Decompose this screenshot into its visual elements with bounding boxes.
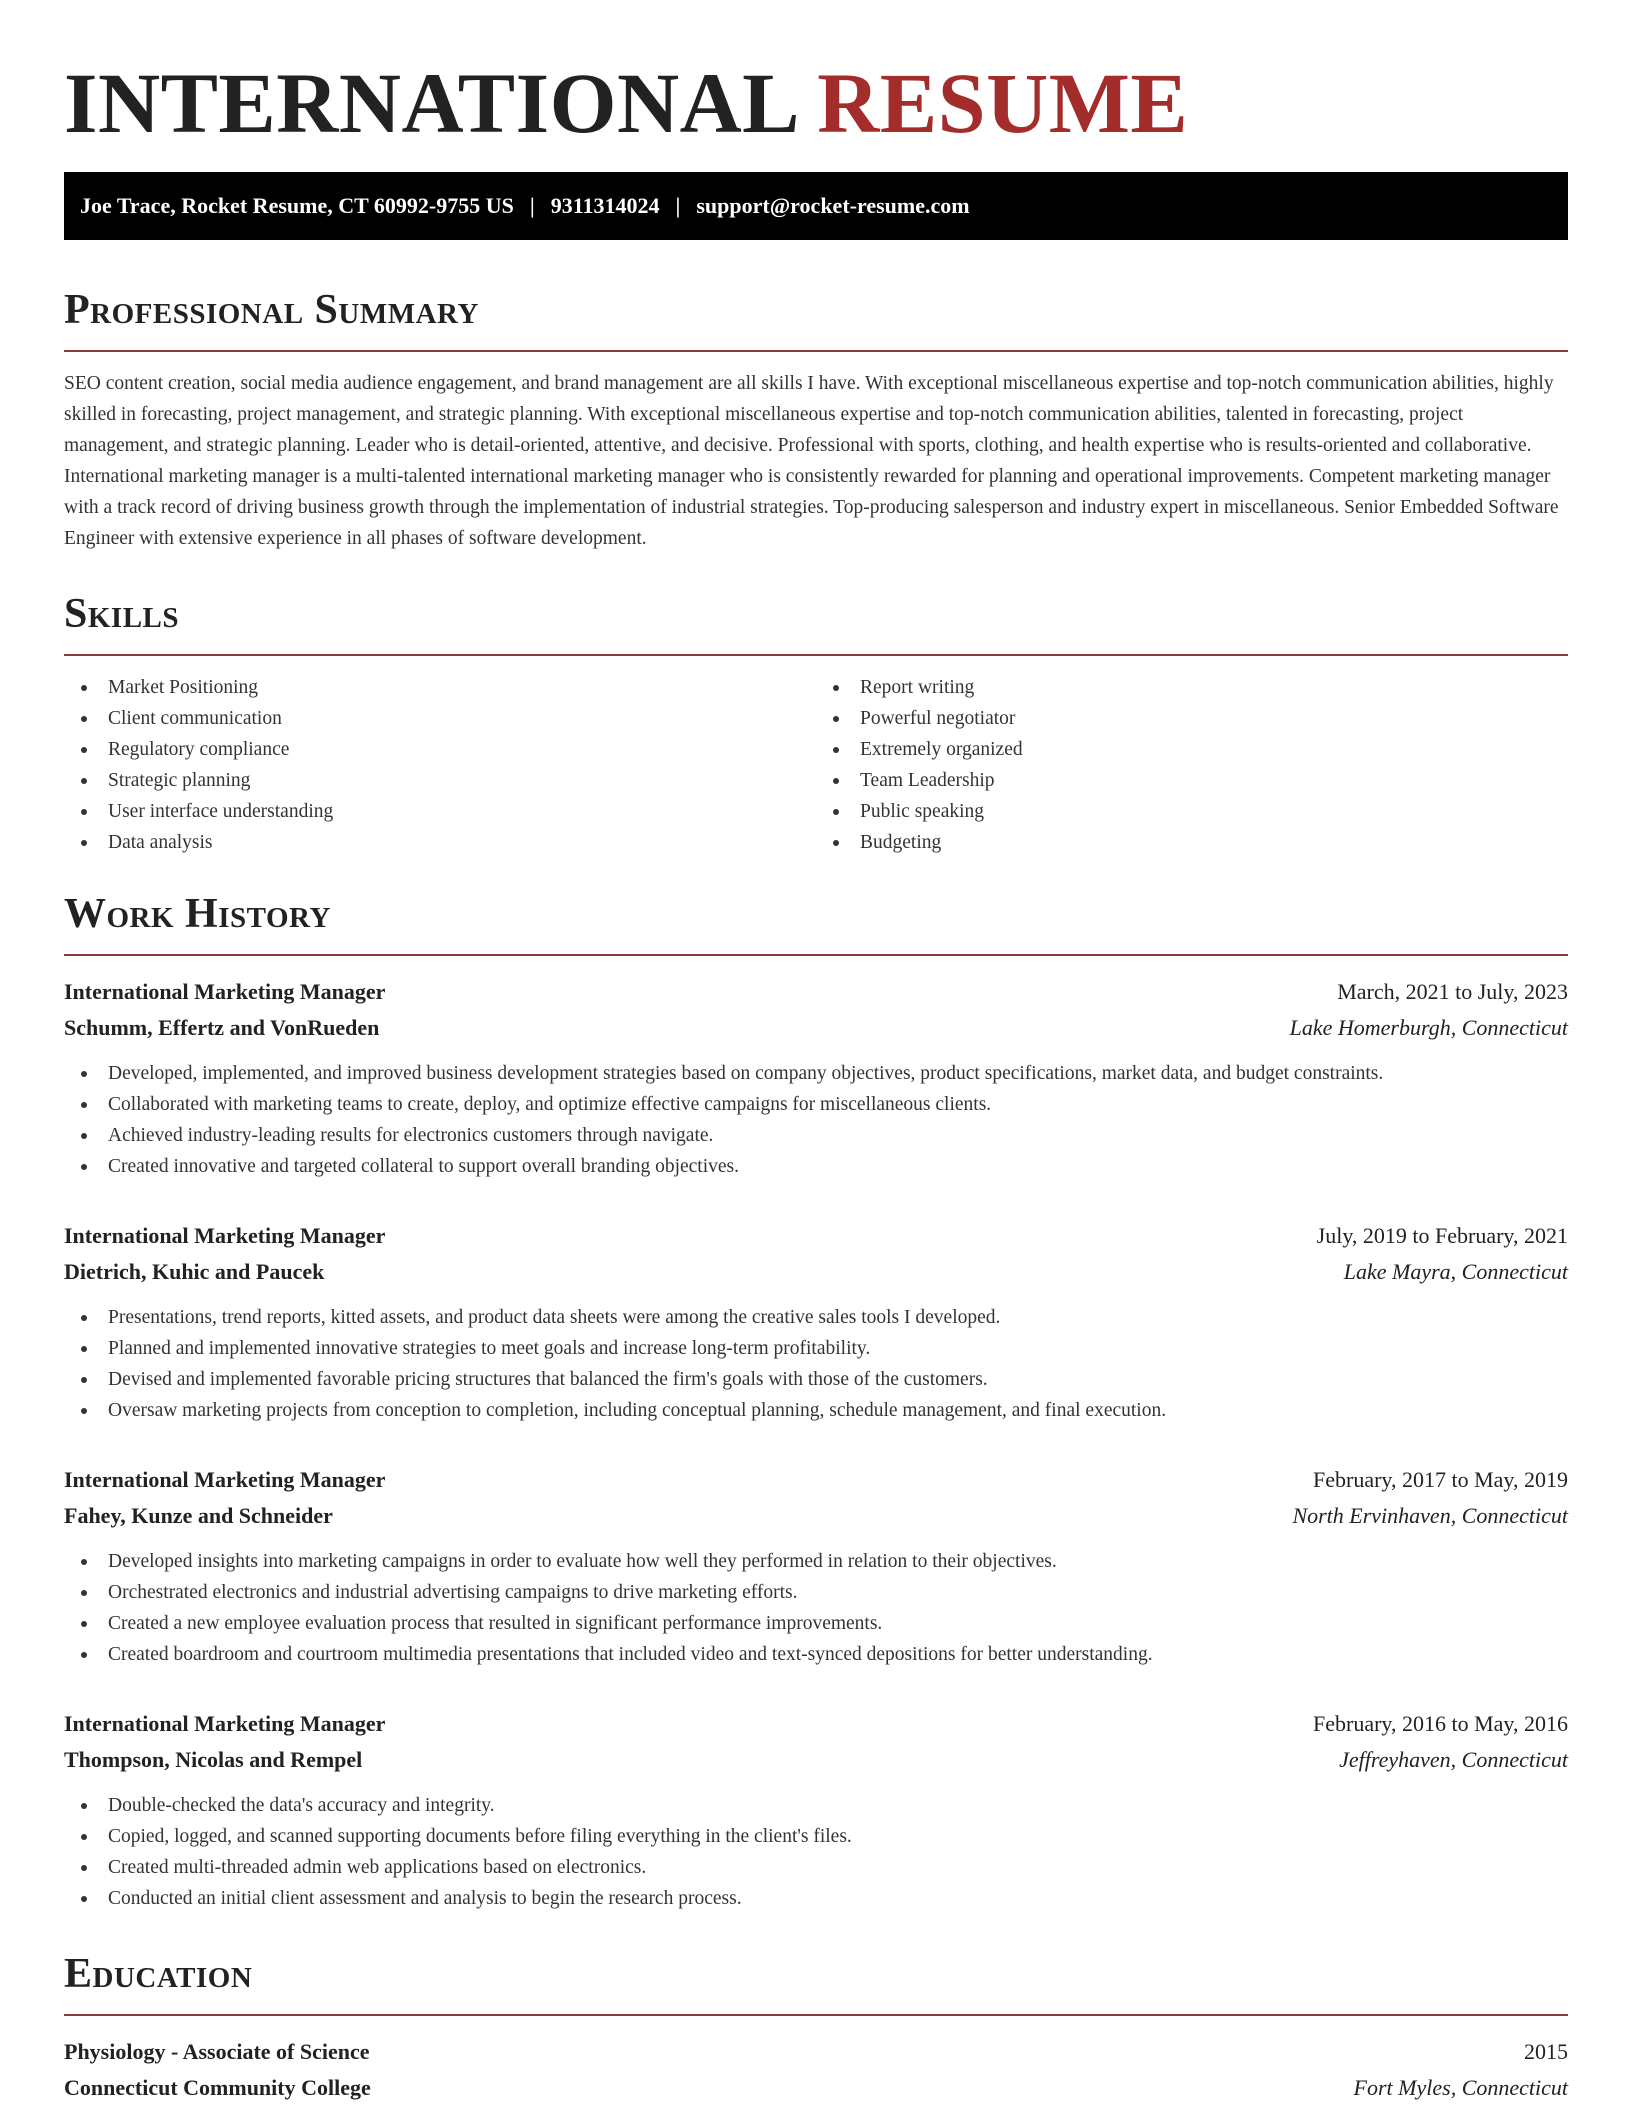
skill-item: Client communication bbox=[64, 703, 816, 734]
job-bullet: Oversaw marketing projects from conception to completion, including conceptual planning, schedule management, and final execution. bbox=[64, 1395, 1568, 1426]
job-dates: March, 2021 to July, 2023 bbox=[1337, 979, 1568, 1004]
job-entry bbox=[64, 974, 1568, 1182]
job-location: Lake Mayra, Connecticut bbox=[1343, 1259, 1568, 1284]
education-location: Fort Myles, Connecticut bbox=[1353, 2075, 1568, 2100]
job-company: Dietrich, Kuhic and Paucek bbox=[64, 1259, 325, 1284]
skill-item: Regulatory compliance bbox=[64, 734, 816, 765]
job-location: Jeffreyhaven, Connecticut bbox=[1339, 1747, 1568, 1772]
job-dates: July, 2019 to February, 2021 bbox=[1316, 1223, 1568, 1248]
contact-separator: | bbox=[675, 193, 681, 218]
job-company: Fahey, Kunze and Schneider bbox=[64, 1503, 333, 1528]
job-bullet: Collaborated with marketing teams to create, deploy, and optimize effective campaigns for miscellaneous clients. bbox=[64, 1089, 1568, 1120]
contact-bar bbox=[64, 172, 1568, 240]
section-heading-education: Education bbox=[64, 1951, 253, 1997]
job-company-row bbox=[64, 1010, 1568, 1046]
education-year: 2015 bbox=[1524, 2039, 1568, 2064]
summary-text: SEO content creation, social media audience engagement, and brand management are all skills I have. With exceptional miscellaneous expertise and top-notch communication abilities, highly skilled in forecasting, project management, and strategic planning. With exceptional miscellaneous expertise and top-notch communication abilities, talented in forecasting, project management, and strategic planning. Leader who is detail-oriented, attentive, and decisive. Professional with sports, clothing, and health expertise who is results-oriented and collaborative. International marketing manager is a multi-talented international marketing manager who is consistently rewarded for planning and operational improvements. Competent marketing manager with a track record of driving business growth through the implementation of industrial strategies. Top-producing salesperson and industry expert in miscellaneous. Senior Embedded Software Engineer with extensive experience in all phases of software development. bbox=[64, 373, 1559, 549]
job-bullets bbox=[64, 1546, 1568, 1670]
job-bullet: Created multi-threaded admin web applications based on electronics. bbox=[64, 1852, 1568, 1883]
job-bullet: Achieved industry-leading results for electronics customers through navigate. bbox=[64, 1120, 1568, 1151]
job-bullet: Devised and implemented favorable pricing structures that balanced the firm's goals with those of the customers. bbox=[64, 1364, 1568, 1395]
job-company-row bbox=[64, 1742, 1568, 1778]
job-company-row bbox=[64, 1254, 1568, 1290]
job-bullet: Created innovative and targeted collateral to support overall branding objectives. bbox=[64, 1151, 1568, 1182]
job-bullet: Planned and implemented innovative strategies to meet goals and increase long-term profitability. bbox=[64, 1333, 1568, 1364]
job-header-row bbox=[64, 1462, 1568, 1498]
contact-email: support@rocket-resume.com bbox=[696, 193, 970, 218]
title-second-word: RESUME bbox=[817, 55, 1189, 151]
skills-column-left bbox=[64, 672, 816, 858]
title-first-word: INTERNATIONAL bbox=[64, 55, 796, 151]
job-title: International Marketing Manager bbox=[64, 1711, 386, 1736]
job-header-row bbox=[64, 974, 1568, 1010]
education-entry bbox=[64, 2034, 1568, 2106]
job-location: North Ervinhaven, Connecticut bbox=[1292, 1503, 1568, 1528]
contact-phone: 9311314024 bbox=[550, 193, 660, 218]
education-degree: Physiology - Associate of Science bbox=[64, 2039, 370, 2064]
education-school-row bbox=[64, 2070, 1568, 2106]
job-dates: February, 2016 to May, 2016 bbox=[1313, 1711, 1568, 1736]
job-bullets bbox=[64, 1790, 1568, 1914]
section-heading-skills: Skills bbox=[64, 591, 180, 637]
skill-item: Report writing bbox=[816, 672, 1568, 703]
skills-list bbox=[64, 672, 1568, 858]
section-divider bbox=[64, 954, 1568, 956]
job-bullet: Double-checked the data's accuracy and integrity. bbox=[64, 1790, 1568, 1821]
resume-title bbox=[64, 48, 1568, 158]
job-title: International Marketing Manager bbox=[64, 1223, 386, 1248]
job-company: Schumm, Effertz and VonRueden bbox=[64, 1015, 380, 1040]
job-bullet: Orchestrated electronics and industrial advertising campaigns to drive marketing efforts. bbox=[64, 1577, 1568, 1608]
job-bullet: Conducted an initial client assessment and analysis to begin the research process. bbox=[64, 1883, 1568, 1914]
section-divider bbox=[64, 350, 1568, 352]
education-school: Connecticut Community College bbox=[64, 2075, 371, 2100]
job-title: International Marketing Manager bbox=[64, 1467, 386, 1492]
skill-item: Extremely organized bbox=[816, 734, 1568, 765]
job-entry bbox=[64, 1218, 1568, 1426]
job-bullet: Developed insights into marketing campaigns in order to evaluate how well they performed in relation to their objectives. bbox=[64, 1546, 1568, 1577]
job-bullet: Created a new employee evaluation process that resulted in significant performance improvements. bbox=[64, 1608, 1568, 1639]
job-entry bbox=[64, 1462, 1568, 1670]
skills-column-right bbox=[816, 672, 1568, 858]
section-divider bbox=[64, 654, 1568, 656]
job-bullet: Copied, logged, and scanned supporting documents before filing everything in the client's files. bbox=[64, 1821, 1568, 1852]
section-divider bbox=[64, 2014, 1568, 2016]
job-company: Thompson, Nicolas and Rempel bbox=[64, 1747, 363, 1772]
job-company-row bbox=[64, 1498, 1568, 1534]
job-entry bbox=[64, 1706, 1568, 1914]
job-bullet: Presentations, trend reports, kitted assets, and product data sheets were among the creative sales tools I developed. bbox=[64, 1302, 1568, 1333]
job-bullet: Created boardroom and courtroom multimedia presentations that included video and text-synced depositions for better understanding. bbox=[64, 1639, 1568, 1670]
skill-item: Powerful negotiator bbox=[816, 703, 1568, 734]
job-bullet: Developed, implemented, and improved business development strategies based on company objectives, product specifications, market data, and budget constraints. bbox=[64, 1058, 1568, 1089]
skill-item: Team Leadership bbox=[816, 765, 1568, 796]
skill-item: Strategic planning bbox=[64, 765, 816, 796]
section-heading-work-history: Work History bbox=[64, 891, 331, 937]
contact-address: Joe Trace, Rocket Resume, CT 60992-9755 US bbox=[80, 193, 514, 218]
skill-item: Budgeting bbox=[816, 827, 1568, 858]
job-bullets bbox=[64, 1302, 1568, 1426]
contact-separator: | bbox=[529, 193, 535, 218]
job-bullets bbox=[64, 1058, 1568, 1182]
skill-item: Data analysis bbox=[64, 827, 816, 858]
job-location: Lake Homerburgh, Connecticut bbox=[1289, 1015, 1568, 1040]
job-dates: February, 2017 to May, 2019 bbox=[1313, 1467, 1568, 1492]
education-header-row bbox=[64, 2034, 1568, 2070]
skill-item: User interface understanding bbox=[64, 796, 816, 827]
job-title: International Marketing Manager bbox=[64, 979, 386, 1004]
job-header-row bbox=[64, 1218, 1568, 1254]
job-header-row bbox=[64, 1706, 1568, 1742]
section-heading-summary: Professional Summary bbox=[64, 287, 479, 333]
skill-item: Market Positioning bbox=[64, 672, 816, 703]
skill-item: Public speaking bbox=[816, 796, 1568, 827]
